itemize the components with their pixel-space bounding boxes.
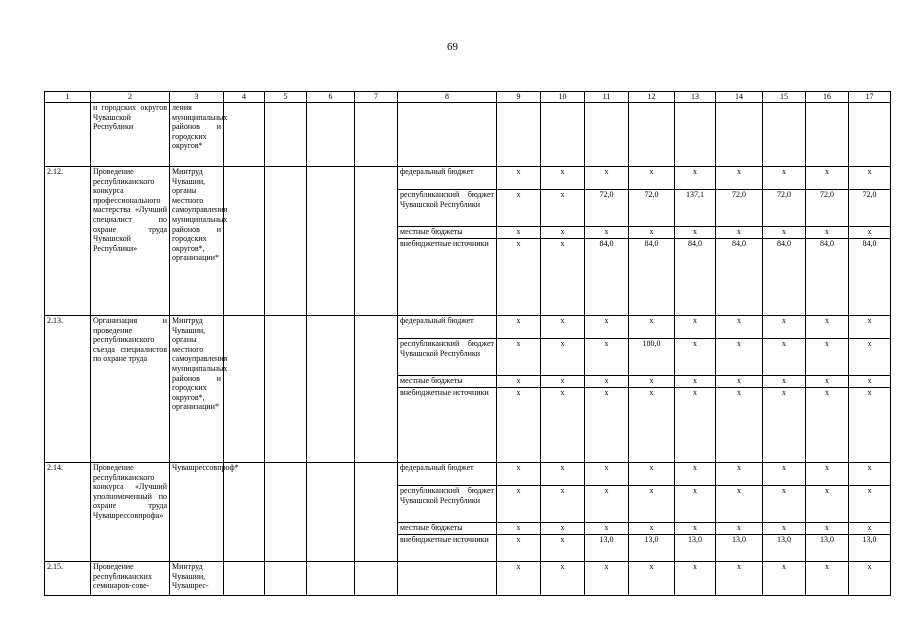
value-cell: х [849,376,891,388]
value-cell: 137,1 [675,190,716,227]
value-cell: х [675,167,716,190]
funding-source-cell: местные бюджеты [398,523,497,535]
funding-source-cell: местные бюджеты [398,227,497,239]
header-cell: 1 [45,92,91,103]
funding-source-cell [398,103,497,167]
empty-cell [307,103,355,167]
value-cell: 180,0 [629,339,675,376]
value-cell: х [806,339,849,376]
budget-table [44,91,891,596]
item-number-cell: 2.14. [45,463,91,562]
funding-source-cell: внебюджетные источники [398,388,497,463]
value-cell: х [716,562,763,596]
table-row [45,103,891,167]
funding-source-cell: республиканский бюджет Чувашской Республики [398,190,497,227]
value-cell: х [497,486,541,523]
item-name-cell: Проведение республиканского конкурса профессионального мастерства «Лучший специалист по охране труда Чувашской Республики» [91,167,170,316]
value-cell: х [675,463,716,486]
value-cell: х [541,523,585,535]
value-cell: х [763,316,806,339]
header-cell: 7 [355,92,398,103]
executor-cell: ления муниципальных районов и городских округов* [170,103,224,167]
value-cell: х [585,167,629,190]
value-cell: х [763,388,806,463]
value-cell: х [541,316,585,339]
value-cell: х [806,486,849,523]
value-cell: х [806,523,849,535]
value-cell: х [541,227,585,239]
value-cell: 84,0 [763,239,806,316]
value-cell: х [629,376,675,388]
empty-cell [355,562,398,596]
value-cell: 72,0 [585,190,629,227]
value-cell: х [585,388,629,463]
value-cell: х [849,486,891,523]
value-cell: х [629,523,675,535]
value-cell: х [497,227,541,239]
empty-cell [224,463,265,562]
header-cell: 13 [675,92,716,103]
value-cell: х [585,227,629,239]
value-cell: х [497,535,541,562]
value-cell: х [849,463,891,486]
value-cell: 84,0 [675,239,716,316]
value-cell: х [675,523,716,535]
value-cell: х [763,376,806,388]
value-cell: х [497,316,541,339]
value-cell: х [629,316,675,339]
table-row [45,562,891,596]
value-cell: х [585,339,629,376]
value-cell: 72,0 [629,190,675,227]
funding-source-cell: федеральный бюджет [398,316,497,339]
value-cell: х [716,339,763,376]
value-cell: х [541,376,585,388]
value-cell: 72,0 [806,190,849,227]
value-cell: х [716,376,763,388]
value-cell: х [849,562,891,596]
value-cell [541,103,585,167]
value-cell: 72,0 [716,190,763,227]
executor-cell: Минтруд Чувашии, Чувашрес- [170,562,224,596]
value-cell [806,103,849,167]
value-cell: х [541,535,585,562]
value-cell: х [763,167,806,190]
value-cell: х [585,316,629,339]
header-cell: 17 [849,92,891,103]
table-row [45,463,891,486]
empty-cell [224,167,265,316]
value-cell: х [585,523,629,535]
empty-cell [307,463,355,562]
value-cell: х [497,523,541,535]
funding-source-cell: федеральный бюджет [398,463,497,486]
value-cell: х [585,463,629,486]
value-cell: х [675,376,716,388]
value-cell: 84,0 [806,239,849,316]
value-cell: х [497,463,541,486]
value-cell: х [716,388,763,463]
value-cell [497,103,541,167]
empty-cell [307,316,355,463]
empty-cell [355,167,398,316]
value-cell: х [675,339,716,376]
value-cell: х [585,562,629,596]
header-cell: 14 [716,92,763,103]
header-cell: 16 [806,92,849,103]
header-cell: 9 [497,92,541,103]
value-cell: х [716,463,763,486]
value-cell: 72,0 [849,190,891,227]
item-number-cell: 2.15. [45,562,91,596]
table-row [45,167,891,190]
value-cell: х [675,486,716,523]
value-cell: х [716,523,763,535]
value-cell: х [541,339,585,376]
header-cell: 15 [763,92,806,103]
value-cell: х [497,562,541,596]
empty-cell [355,316,398,463]
value-cell: х [629,167,675,190]
page-number: 69 [447,41,458,53]
value-cell: х [497,339,541,376]
item-number-cell [45,103,91,167]
value-cell: х [763,339,806,376]
value-cell: х [806,167,849,190]
value-cell: х [806,316,849,339]
header-cell: 11 [585,92,629,103]
value-cell: 13,0 [849,535,891,562]
value-cell: х [806,562,849,596]
empty-cell [355,463,398,562]
value-cell: х [806,227,849,239]
value-cell: х [629,562,675,596]
funding-source-cell: республиканский бюджет Чувашской Республики [398,339,497,376]
value-cell: х [541,190,585,227]
value-cell: 13,0 [675,535,716,562]
value-cell: 84,0 [849,239,891,316]
item-name-cell: Проведение республиканского конкурса «Лучший уполномоченный по охране труда Чувашрессовпрофа» [91,463,170,562]
value-cell: х [849,388,891,463]
value-cell: 84,0 [716,239,763,316]
value-cell: х [629,388,675,463]
value-cell: х [541,463,585,486]
empty-cell [307,167,355,316]
value-cell: х [763,562,806,596]
value-cell [675,103,716,167]
value-cell: х [763,463,806,486]
value-cell: х [849,339,891,376]
item-number-cell: 2.13. [45,316,91,463]
header-cell: 5 [265,92,307,103]
value-cell: х [849,227,891,239]
header-cell: 3 [170,92,224,103]
value-cell: 13,0 [585,535,629,562]
empty-cell [265,316,307,463]
value-cell: х [716,486,763,523]
value-cell: 84,0 [585,239,629,316]
header-cell: 10 [541,92,585,103]
value-cell: х [497,239,541,316]
header-cell: 2 [91,92,170,103]
item-name-cell: и городских округов Чувашской Республики [91,103,170,167]
value-cell: х [763,486,806,523]
value-cell: х [497,388,541,463]
value-cell: х [541,562,585,596]
value-cell: х [806,463,849,486]
value-cell [629,103,675,167]
value-cell: х [541,167,585,190]
funding-source-cell: местные бюджеты [398,376,497,388]
value-cell: х [629,463,675,486]
value-cell: х [497,376,541,388]
value-cell: х [675,388,716,463]
header-cell: 12 [629,92,675,103]
header-row [45,92,891,103]
value-cell: х [675,227,716,239]
empty-cell [224,316,265,463]
empty-cell [224,562,265,596]
value-cell: х [716,227,763,239]
value-cell: 13,0 [763,535,806,562]
executor-cell: Минтруд Чувашии, органы местного самоуправления муниципальных районов и городских округов*, организации* [170,167,224,316]
empty-cell [265,103,307,167]
item-number-cell: 2.12. [45,167,91,316]
value-cell: х [675,316,716,339]
value-cell: х [541,239,585,316]
value-cell: х [763,523,806,535]
value-cell: 84,0 [629,239,675,316]
value-cell: х [541,388,585,463]
value-cell: х [806,376,849,388]
funding-source-cell [398,562,497,596]
value-cell: х [849,167,891,190]
value-cell: х [629,227,675,239]
value-cell: 13,0 [629,535,675,562]
executor-cell: Чувашрессовпроф* [170,463,224,562]
value-cell: 72,0 [763,190,806,227]
value-cell: х [849,523,891,535]
value-cell: х [716,316,763,339]
value-cell [849,103,891,167]
value-cell: х [763,227,806,239]
value-cell: х [675,562,716,596]
value-cell: х [585,486,629,523]
empty-cell [224,103,265,167]
table-row [45,316,891,339]
value-cell [585,103,629,167]
value-cell: х [585,376,629,388]
value-cell: 13,0 [806,535,849,562]
empty-cell [265,463,307,562]
header-cell: 8 [398,92,497,103]
empty-cell [307,562,355,596]
item-name-cell: Организация и проведение республиканского съезда специалистов по охране труда [91,316,170,463]
funding-source-cell: республиканский бюджет Чувашской Республики [398,486,497,523]
item-name-cell: Проведение республиканских семинаров-сове- [91,562,170,596]
funding-source-cell: внебюджетные источники [398,535,497,562]
header-cell: 6 [307,92,355,103]
funding-source-cell: внебюджетные источники [398,239,497,316]
value-cell: х [629,486,675,523]
header-cell: 4 [224,92,265,103]
value-cell: х [716,167,763,190]
funding-source-cell: федеральный бюджет [398,167,497,190]
value-cell: 13,0 [716,535,763,562]
value-cell: х [497,167,541,190]
executor-cell: Минтруд Чувашии, органы местного самоуправления муниципальных районов и городских округов*, организации* [170,316,224,463]
empty-cell [355,103,398,167]
empty-cell [265,167,307,316]
empty-cell [265,562,307,596]
value-cell: х [849,316,891,339]
value-cell: х [497,190,541,227]
value-cell [716,103,763,167]
value-cell: х [541,486,585,523]
value-cell: х [806,388,849,463]
value-cell [763,103,806,167]
